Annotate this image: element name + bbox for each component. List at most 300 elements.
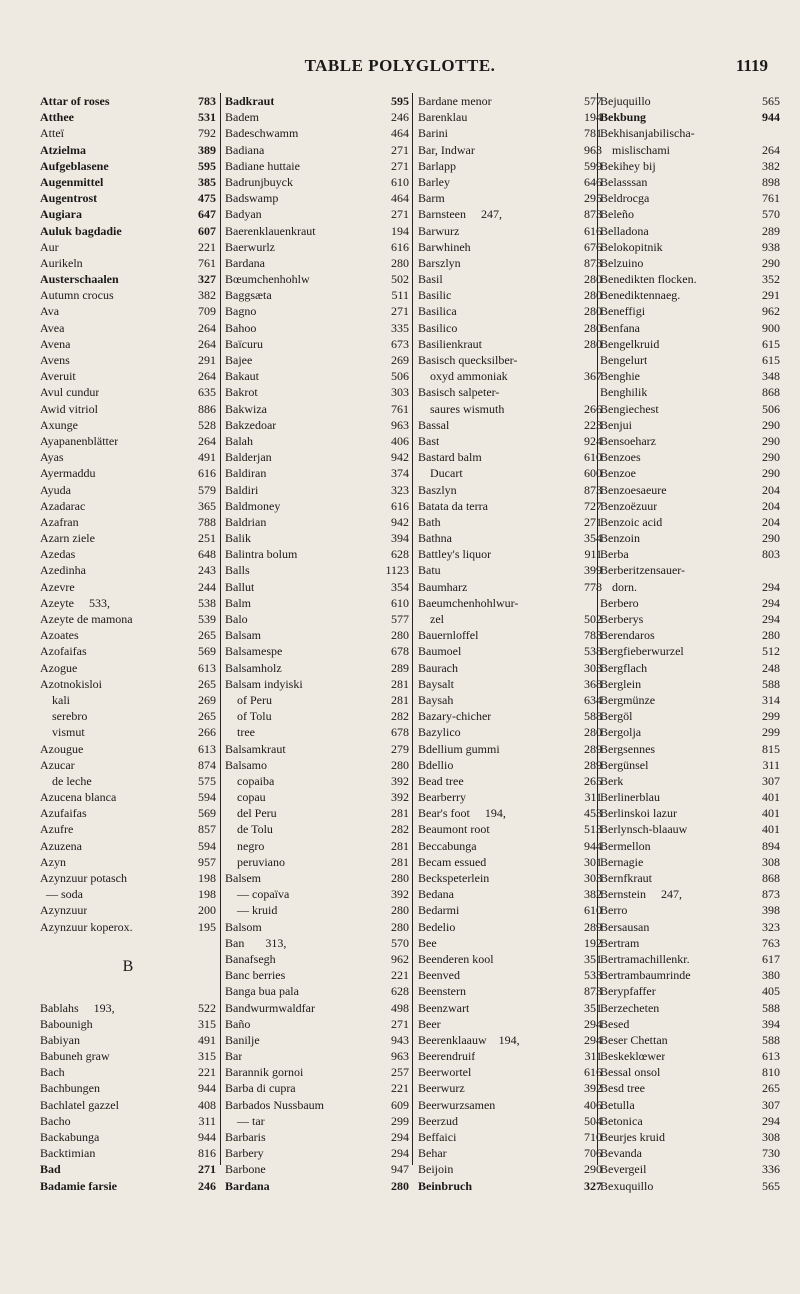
- index-entry: [225, 805, 409, 821]
- index-entry: [418, 1080, 602, 1096]
- entry-page: 874: [198, 757, 216, 772]
- index-entry: [418, 223, 602, 239]
- entry-term: — tar: [225, 1113, 265, 1128]
- index-entry: [600, 465, 780, 481]
- entry-page: 610: [391, 595, 409, 610]
- entry-term: Balsamkraut: [225, 741, 286, 756]
- entry-page: 394: [391, 531, 409, 546]
- index-entry: [40, 1032, 216, 1048]
- index-entry: [600, 449, 780, 465]
- entry-page: 264: [762, 142, 780, 157]
- entry-term: Bessal onsol: [600, 1065, 661, 1080]
- index-entry: [225, 368, 409, 384]
- index-entry: [600, 773, 780, 789]
- index-entry: [418, 352, 602, 368]
- index-entry: [40, 724, 216, 740]
- entry-page: 323: [762, 919, 780, 934]
- entry-term: Bekbung: [600, 110, 647, 125]
- index-entry: [600, 1178, 780, 1194]
- index-entry: [225, 271, 409, 287]
- entry-term: Baerenklauenkraut: [225, 223, 316, 238]
- index-entry: [225, 320, 409, 336]
- entry-page: 307: [762, 773, 780, 788]
- entry-page: 588: [762, 1032, 780, 1047]
- entry-term: Benedikten flocken.: [600, 272, 697, 287]
- entry-term: Bdellium gummi: [418, 741, 500, 756]
- index-entry: [40, 93, 216, 109]
- index-entry: [600, 805, 780, 821]
- entry-term: Azynzuur koperox.: [40, 919, 133, 934]
- index-entry: [418, 595, 602, 611]
- entry-term: Bakwiza: [225, 401, 267, 416]
- index-entry: [418, 125, 602, 141]
- entry-page: 323: [391, 482, 409, 497]
- entry-term: Bernfkraut: [600, 871, 652, 885]
- index-entry: [225, 676, 409, 692]
- entry-term: Banc berries: [225, 968, 286, 983]
- index-column-1: [40, 93, 216, 1194]
- entry-term: Ducart: [418, 466, 463, 481]
- entry-term: Barenklau: [418, 110, 468, 125]
- index-entry: [225, 919, 409, 935]
- entry-term: Azafran: [40, 514, 79, 529]
- index-entry: [40, 627, 216, 643]
- entry-page: 761: [762, 191, 780, 206]
- entry-page: 221: [198, 1065, 216, 1080]
- entry-term: Baysalt: [418, 676, 454, 691]
- entry-page: 781: [584, 126, 602, 141]
- entry-page: 280: [391, 1178, 409, 1193]
- entry-term: Attar of roses: [40, 94, 110, 108]
- entry-page: 280: [584, 336, 602, 351]
- entry-term: Baldiran: [225, 466, 267, 481]
- entry-page: 251: [198, 531, 216, 546]
- index-entry: [600, 838, 780, 854]
- entry-page: 610: [584, 903, 602, 918]
- entry-page: 282: [391, 709, 409, 724]
- index-entry: [40, 595, 216, 611]
- index-entry: [40, 854, 216, 870]
- index-entry: [600, 757, 780, 773]
- entry-page: 280: [391, 255, 409, 270]
- entry-page: 405: [762, 984, 780, 999]
- entry-page: 815: [762, 741, 780, 756]
- entry-term: Belokopitnik: [600, 239, 663, 254]
- entry-page: 265: [762, 1081, 780, 1096]
- entry-page: 634: [584, 692, 602, 707]
- entry-page: 710: [584, 1130, 602, 1144]
- entry-page: 290: [762, 531, 780, 546]
- entry-term: Batu: [418, 563, 441, 578]
- entry-page: 628: [391, 984, 409, 999]
- entry-term: Badswamp: [225, 191, 279, 206]
- index-entry: [600, 1161, 780, 1177]
- entry-page: 911: [584, 547, 602, 562]
- entry-page: 1123: [385, 563, 409, 578]
- index-entry: [225, 838, 409, 854]
- entry-term: Azotnokisloi: [40, 676, 102, 691]
- entry-term: Bersausan: [600, 919, 650, 934]
- entry-page: 327: [584, 1178, 602, 1193]
- entry-page: 464: [391, 191, 409, 206]
- index-entry: [418, 287, 602, 303]
- entry-page: 266: [198, 725, 216, 740]
- entry-page: 522: [198, 1000, 216, 1015]
- entry-term: Berba: [600, 547, 629, 562]
- entry-page: [776, 562, 780, 578]
- entry-page: 280: [584, 304, 602, 319]
- index-entry: [40, 741, 216, 757]
- entry-term: Ava: [40, 304, 60, 319]
- entry-term: vismut: [40, 725, 85, 740]
- entry-term: peruviano: [225, 854, 285, 869]
- entry-page: 282: [391, 822, 409, 837]
- index-entry: [600, 919, 780, 935]
- entry-page: 221: [391, 968, 409, 983]
- entry-term: Bajee: [225, 353, 253, 367]
- entry-page: 498: [391, 1000, 409, 1015]
- index-entry: [600, 530, 780, 546]
- entry-term: oxyd ammoniak: [418, 369, 508, 384]
- entry-page: 565: [762, 94, 780, 108]
- index-entry: [225, 174, 409, 190]
- index-entry: [225, 223, 409, 239]
- entry-page: 280: [584, 288, 602, 303]
- index-entry: [40, 789, 216, 805]
- entry-term: Barwhineh: [418, 239, 471, 254]
- index-entry: [40, 870, 216, 886]
- entry-term: Bedarmi: [418, 903, 460, 918]
- index-entry: [600, 886, 780, 902]
- entry-page: 281: [391, 692, 409, 707]
- entry-term: Augenmittel: [40, 174, 104, 189]
- index-entry: [418, 902, 602, 918]
- index-entry: [418, 838, 602, 854]
- entry-term: Betonica: [600, 1113, 643, 1128]
- index-entry: [225, 125, 409, 141]
- entry-term: copau: [225, 790, 266, 805]
- entry-page: 394: [762, 1016, 780, 1031]
- index-entry: [418, 951, 602, 967]
- index-entry: [225, 1129, 409, 1145]
- entry-term: Bejuquillo: [600, 94, 651, 108]
- index-entry: [418, 805, 602, 821]
- entry-term: Beerwurz: [418, 1081, 465, 1096]
- entry-term: Bermellon: [600, 838, 651, 853]
- entry-page: 289: [584, 757, 602, 772]
- index-entry: [418, 1097, 602, 1113]
- entry-page: 303: [584, 871, 602, 885]
- index-entry: [418, 465, 602, 481]
- entry-page: 311: [762, 757, 780, 772]
- index-entry: [600, 125, 780, 141]
- index-entry: [600, 1113, 780, 1129]
- entry-page: 565: [762, 1178, 780, 1193]
- entry-page: 616: [584, 223, 602, 238]
- entry-page: 538: [198, 595, 216, 610]
- entry-term: Averuit: [40, 369, 76, 384]
- entry-term: Barm: [418, 191, 445, 206]
- index-entry: [600, 935, 780, 951]
- index-entry: [418, 546, 602, 562]
- entry-term: Badiana: [225, 142, 265, 157]
- entry-term: Bensoeharz: [600, 433, 656, 448]
- entry-term: Berlinerblau: [600, 790, 660, 805]
- entry-page: 374: [391, 466, 409, 481]
- entry-page: 264: [198, 433, 216, 448]
- entry-term: Bearberry: [418, 790, 466, 805]
- entry-page: 873: [584, 207, 602, 222]
- entry-term: Barbados Nussbaum: [225, 1097, 324, 1112]
- entry-page: 942: [391, 514, 409, 529]
- entry-term: Basilienkraut: [418, 336, 482, 351]
- index-entry: [40, 1178, 216, 1194]
- entry-term: Basilic: [418, 288, 452, 303]
- entry-page: 290: [762, 255, 780, 270]
- index-entry: [225, 287, 409, 303]
- index-entry: [418, 692, 602, 708]
- entry-page: 401: [762, 822, 780, 837]
- entry-page: 648: [198, 547, 216, 562]
- entry-term: Beenzwart: [418, 1000, 470, 1015]
- entry-page: 647: [198, 207, 216, 222]
- entry-term: Aurikeln: [40, 255, 83, 270]
- column-divider: [220, 93, 221, 1165]
- entry-page: 401: [762, 806, 780, 821]
- index-entry: [40, 352, 216, 368]
- entry-term: Badyan: [225, 207, 262, 222]
- entry-page: 269: [198, 692, 216, 707]
- index-entry: [600, 287, 780, 303]
- index-entry: [40, 482, 216, 498]
- entry-page: 265: [198, 628, 216, 643]
- entry-term: Barlapp: [418, 158, 456, 173]
- entry-term: Bar, Indwar: [418, 142, 475, 157]
- entry-term: Baysah: [418, 692, 454, 707]
- entry-term: Benfana: [600, 320, 640, 335]
- entry-term: Beneffigi: [600, 304, 646, 319]
- index-entry: [600, 724, 780, 740]
- index-entry: [600, 206, 780, 222]
- entry-page: 194: [584, 110, 602, 125]
- entry-page: 281: [391, 854, 409, 869]
- entry-page: 382: [762, 158, 780, 173]
- column-divider: [597, 93, 598, 1165]
- index-entry: [418, 93, 602, 109]
- entry-page: 763: [762, 935, 780, 950]
- entry-term: Ayapanenblätter: [40, 433, 119, 448]
- entry-page: 491: [198, 450, 216, 465]
- entry-page: 577: [391, 612, 409, 626]
- entry-term: Bengelurt: [600, 353, 648, 367]
- entry-page: 257: [391, 1065, 409, 1080]
- entry-term: Barba di cupra: [225, 1081, 296, 1096]
- entry-term: Balm: [225, 595, 251, 610]
- entry-term: of Tolu: [225, 709, 272, 724]
- index-entry: [600, 546, 780, 562]
- entry-term: Azarn ziele: [40, 531, 95, 546]
- index-entry: [40, 1113, 216, 1129]
- page-title: TABLE POLYGLOTTE.: [304, 56, 496, 75]
- entry-page: 315: [198, 1049, 216, 1064]
- entry-page: 271: [198, 1162, 216, 1177]
- entry-page: 610: [584, 450, 602, 465]
- entry-term: Benzoesaeure: [600, 482, 667, 497]
- entry-term: Becam essued: [418, 854, 487, 869]
- index-entry: [225, 142, 409, 158]
- entry-term: Azyn: [40, 854, 66, 869]
- entry-term: Benghie: [600, 369, 640, 384]
- index-entry: [600, 255, 780, 271]
- entry-page: 307: [762, 1097, 780, 1112]
- index-entry: [225, 401, 409, 417]
- index-entry: [40, 643, 216, 659]
- entry-term: Baggsæta: [225, 288, 272, 303]
- entry-page: 792: [198, 126, 216, 141]
- entry-page: 289: [391, 660, 409, 675]
- index-entry: [225, 384, 409, 400]
- index-entry: [600, 1129, 780, 1145]
- index-entry: [225, 352, 409, 368]
- entry-page: 577: [584, 94, 602, 108]
- entry-page: 616: [584, 1065, 602, 1080]
- index-entry: [600, 1080, 780, 1096]
- index-entry: [40, 417, 216, 433]
- entry-term: Azofaifas: [40, 644, 87, 659]
- entry-page: 389: [198, 142, 216, 157]
- index-entry: [225, 255, 409, 271]
- entry-term: Berro: [600, 903, 628, 918]
- index-entry: [40, 1064, 216, 1080]
- index-entry: [225, 1000, 409, 1016]
- entry-term: Benzoes: [600, 450, 641, 465]
- entry-page: 365: [198, 498, 216, 513]
- index-entry: [40, 449, 216, 465]
- entry-term: Beerendruif: [418, 1049, 476, 1064]
- entry-term: mislischami: [600, 142, 670, 157]
- index-entry: [418, 271, 602, 287]
- entry-term: Barbery: [225, 1146, 264, 1161]
- entry-page: 408: [198, 1097, 216, 1112]
- index-entry: [225, 417, 409, 433]
- index-entry: [600, 482, 780, 498]
- entry-term: Bathna: [418, 531, 452, 546]
- entry-term: Besd tree: [600, 1081, 645, 1096]
- entry-term: Balsamo: [225, 757, 267, 772]
- entry-page: 944: [584, 838, 602, 853]
- entry-page: 327: [198, 272, 216, 287]
- entry-term: Barnsteen 247,: [418, 207, 502, 222]
- entry-term: Bandwurmwaldfar: [225, 1000, 315, 1015]
- entry-term: Bernagie: [600, 854, 644, 869]
- index-entry: [418, 482, 602, 498]
- index-entry: [600, 611, 780, 627]
- entry-page: 761: [391, 401, 409, 416]
- entry-term: Bedana: [418, 887, 454, 902]
- index-entry: [225, 870, 409, 886]
- index-entry: [418, 1129, 602, 1145]
- entry-term: Aufgeblasene: [40, 158, 109, 173]
- entry-term: Balsam indyiski: [225, 676, 303, 691]
- entry-page: 944: [198, 1130, 216, 1145]
- entry-term: Balik: [225, 531, 251, 546]
- entry-term: Bertramachillenkr.: [600, 951, 690, 966]
- entry-term: Berk: [600, 773, 624, 788]
- entry-term: Balo: [225, 612, 248, 626]
- index-entry: [600, 789, 780, 805]
- index-entry: [40, 158, 216, 174]
- entry-term: Berlynsch-blaauw: [600, 822, 688, 837]
- entry-term: Benzoic acid: [600, 514, 663, 529]
- index-entry: [40, 190, 216, 206]
- index-entry: [418, 190, 602, 206]
- entry-term: Beerwurzsamen: [418, 1097, 496, 1112]
- entry-page: 294: [762, 595, 780, 610]
- index-entry: [600, 579, 780, 595]
- index-entry: [418, 935, 602, 951]
- entry-page: 398: [762, 903, 780, 918]
- index-entry: [418, 983, 602, 999]
- entry-term: Awid vitriol: [40, 401, 98, 416]
- entry-page: 506: [391, 369, 409, 384]
- index-entry: [418, 206, 602, 222]
- entry-term: Bergmünze: [600, 692, 656, 707]
- entry-page: 453: [584, 806, 602, 821]
- entry-term: Beenstern: [418, 984, 466, 999]
- entry-term: Balsamespe: [225, 644, 283, 659]
- entry-term: Balsamholz: [225, 660, 282, 675]
- entry-page: 609: [391, 1097, 409, 1112]
- entry-term: Avens: [40, 353, 70, 367]
- index-entry: [600, 158, 780, 174]
- entry-page: 308: [762, 1130, 780, 1144]
- index-entry: [600, 336, 780, 352]
- entry-term: Auluk bagdadie: [40, 223, 122, 238]
- index-entry: [40, 401, 216, 417]
- index-entry: [225, 530, 409, 546]
- entry-term: Barini: [418, 126, 448, 141]
- entry-term: Balsam: [225, 628, 261, 643]
- entry-term: Bee: [418, 935, 437, 950]
- index-entry: [225, 158, 409, 174]
- entry-page: 730: [762, 1146, 780, 1161]
- entry-term: Baumoel: [418, 644, 462, 659]
- entry-term: Benzoin: [600, 531, 640, 546]
- index-entry: [225, 886, 409, 902]
- entry-term: Beerenklaauw 194,: [418, 1032, 520, 1047]
- entry-term: Bergfieberwurzel: [600, 644, 684, 659]
- index-entry: [418, 676, 602, 692]
- index-entry: [225, 983, 409, 999]
- entry-term: dorn.: [600, 579, 637, 594]
- entry-term: Bazylico: [418, 725, 461, 740]
- entry-page: 570: [762, 207, 780, 222]
- entry-term: Benzoëzuur: [600, 498, 658, 513]
- index-entry: [225, 595, 409, 611]
- entry-page: 294: [391, 1146, 409, 1161]
- entry-term: Atzielma: [40, 142, 86, 157]
- entry-term: Bevergeil: [600, 1162, 647, 1177]
- entry-term: Berberitzensauer-: [600, 563, 686, 578]
- entry-page: 539: [198, 612, 216, 626]
- entry-term: Backtimian: [40, 1146, 96, 1161]
- entry-page: 504: [584, 1113, 602, 1128]
- entry-page: 280: [391, 903, 409, 918]
- entry-page: 271: [391, 142, 409, 157]
- index-entry: [225, 967, 409, 983]
- entry-page: 761: [198, 255, 216, 270]
- entry-term: Baeumchenhohlwur-: [418, 595, 519, 610]
